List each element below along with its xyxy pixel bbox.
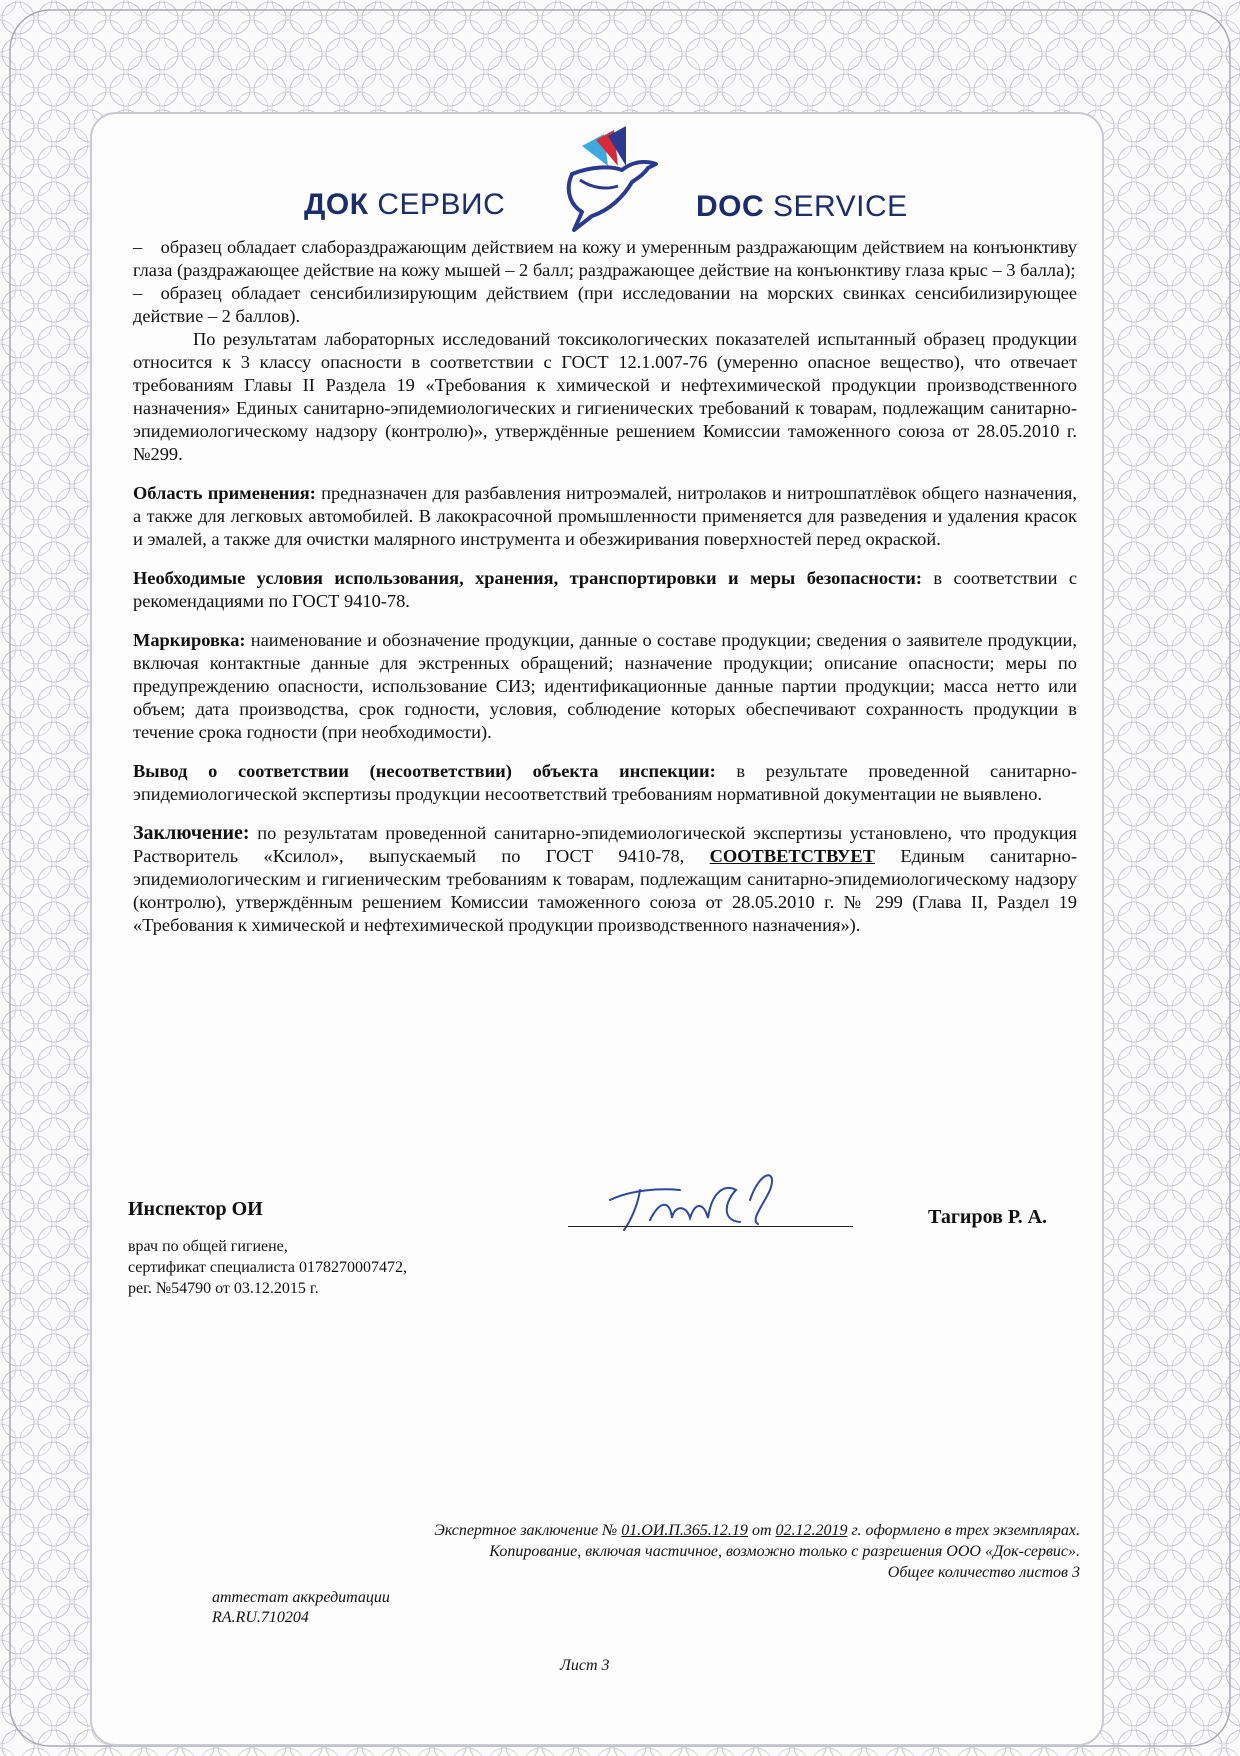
signature-line	[568, 1226, 853, 1227]
logo-en: DOC SERVICE	[696, 190, 908, 223]
inspector-details: врач по общей гигиене, сертификат специалиста 0178270007472, рег. №54790 от 03.12.2015 г.	[128, 1238, 407, 1297]
bullet-irritation: – образец обладает слабораздражающим действием на кожу и умеренным раздражающим действием на конъюнктиву глаза (раздражающее действие на кожу мышей – 2 балл; раздражающее действие на конъюнктиву глаза крыс – 3 балла);	[133, 237, 1077, 280]
conditions-paragraph: Необходимые условия использования, хранения, транспортировки и меры безопасности: в соответствии с рекомендациями по ГОСТ 9410-78.	[133, 568, 1077, 611]
dove-logo-icon	[552, 126, 672, 238]
logo-ru: ДОК СЕРВИС	[304, 188, 506, 221]
conclusion-paragraph: Заключение: по результатам проведенной санитарно-эпидемиологической экспертизы установлено, что продукция Растворитель «Ксилол», выпускаемый по ГОСТ 9410-78, СООТВЕТСТВУЕТ Единым санитарно-эпидемиологическим и гигиеническим требованиям к товарам, подлежащим санитарно-эпидемиологическому надзору (контролю), утверждённым решением Комиссии таможенного союза от 28.05.2010 г. № 299 (Глава II, Раздел 19 «Требования к химической и нефтехимической продукции производственного назначения»).	[133, 822, 1077, 935]
document-body	[133, 236, 1077, 937]
marking-paragraph: Маркировка: наименование и обозначение продукции, данные о составе продукции; сведения о заявителе продукции, включая контактные данные для экстренных обращений; назначение продукции; описание опасности; меры по предупреждению опасности, использование СИЗ; идентификационные данные партии продукции; масса нетто или объем; дата производства, срок годности, условия, соблюдение которых обеспечивают сохранность продукции в течение срока годности (при необходимости).	[133, 630, 1077, 742]
accreditation: аттестат аккредитации RA.RU.710204	[212, 1589, 390, 1626]
footer-line-3: Общее количество листов 3	[887, 1564, 1080, 1581]
inspector-name: Тагиров Р. А.	[928, 1206, 1048, 1228]
footer-line-1: Экспертное заключение № 01.ОИ.П.365.12.19 от 02.12.2019 г. оформлено в трех экземплярах.	[434, 1522, 1080, 1539]
scope-paragraph: Область применения: предназначен для разбавления нитроэмалей, нитролаков и нитрошпатлёвок общего назначения, а также для легковых автомобилей. В лакокрасочной промышленности применяется для разведения и удаления красок и эмалей, а также для очистки малярного инструмента и обезжиривания поверхностей перед окраской.	[133, 483, 1077, 549]
sheet-number: Лист 3	[560, 1657, 610, 1674]
inspector-title: Инспектор ОИ	[128, 1198, 263, 1220]
results-paragraph: По результатам лабораторных исследований токсикологических показателей испытанный образец продукции относится к 3 классу опасности в соответствии с ГОСТ 12.1.007-76 (умеренно опасное вещество), что отвечает требованиям Главы II Раздела 19 «Требования к химической и нефтехимической продукции производственного назначения» Единых санитарно-эпидемиологических и гигиенических требований к товарам, подлежащим санитарно-эпидемиологическому надзору (контролю)», утверждённые решением Комиссии таможенного союза от 28.05.2010 г. №299.	[133, 329, 1077, 464]
footer-line-2: Копирование, включая частичное, возможно только с разрешения ООО «Док-сервис».	[489, 1543, 1080, 1560]
signature-image	[600, 1160, 800, 1240]
conformity-paragraph: Вывод о соответствии (несоответствии) объекта инспекции: в результате проведенной санитарно-эпидемиологической экспертизы продукции несоответствий требованиям нормативной документации не выявлено.	[133, 761, 1077, 804]
bullet-sensitization: – образец обладает сенсибилизирующим действием (при исследовании на морских свинках сенсибилизирующее действие – 2 баллов).	[133, 283, 1077, 326]
footer-note	[434, 1520, 1080, 1583]
